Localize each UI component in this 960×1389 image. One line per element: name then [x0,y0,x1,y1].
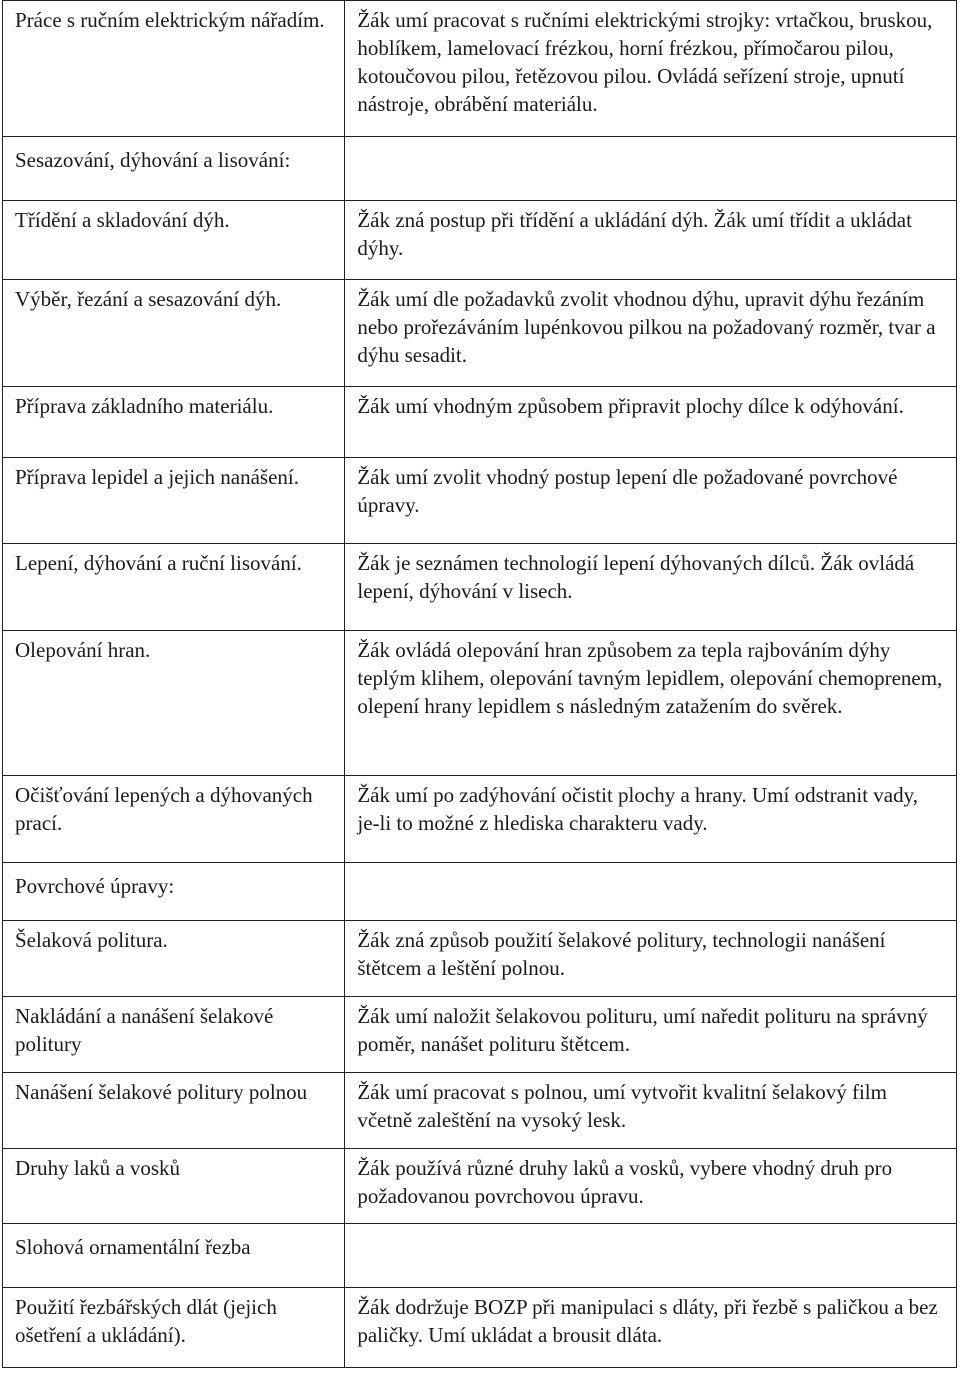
outcome-cell [345,1288,957,1368]
topic-text: Lepení, dýhování a ruční lisování. [15,551,302,575]
outcome-text: Žák umí pracovat s ručními elektrickými strojky: vrtačkou, bruskou, hoblíkem, lamelovací frézkou, horní frézkou, přímočarou pilou, kotoučovou pilou, řetězovou pilou. Ovládá seřízení stroje, upnutí nástroje, obrábění materiálu. [357,8,938,116]
outcome-text: Žák zná způsob použití šelakové politury, technologii nanášení štětcem a leštění polnou. [357,928,891,980]
section-heading-cell [3,137,345,201]
section-row [3,1224,957,1288]
topic-text: Výběr, řezání a sesazování dýh. [15,287,282,311]
table-row [3,1073,957,1149]
outcome-cell [345,280,957,387]
topic-cell [3,387,345,458]
outcome-cell [345,1149,957,1224]
topic-text: Práce s ručním elektrickým nářadím. [15,8,325,32]
outcome-cell [345,387,957,458]
topic-cell [3,921,345,997]
table-row [3,280,957,387]
topic-cell [3,1073,345,1149]
outcome-text: Žák umí po zadýhování očistit plochy a hrany. Umí odstranit vady, je-li to možné z hlediska charakteru vady. [357,783,924,835]
outcome-cell [345,1,957,137]
outcome-cell [345,776,957,863]
topic-text: Olepování hran. [15,638,151,662]
section-heading: Sesazování, dýhování a lisování: [15,148,291,172]
topic-cell [3,280,345,387]
section-heading: Povrchové úpravy: [15,874,175,898]
topic-text: Třídění a skladování dýh. [15,208,230,232]
topic-cell [3,1149,345,1224]
outcome-text: Žák používá různé druhy laků a vosků, vybere vhodný druh pro požadovanou povrchovou úpravu. [357,1156,898,1208]
table-row [3,997,957,1073]
topic-text: Nanášení šelakové politury polnou [15,1080,308,1104]
topic-text: Příprava základního materiálu. [15,394,274,418]
outcome-text: Žák dodržuje BOZP při manipulaci s dláty, při řezbě s paličkou a bez paličky. Umí ukládat a brousit dláta. [357,1295,944,1347]
outcome-text: Žák umí dle požadavků zvolit vhodnou dýhu, upravit dýhu řezáním nebo prořezáváním lupénkovou pilkou na požadovaný rozměr, tvar a dýhu sesadit. [357,287,941,367]
table-row [3,1149,957,1224]
outcome-cell [345,458,957,544]
section-row [3,863,957,921]
outcome-cell [345,1224,957,1288]
table-row [3,458,957,544]
topic-text: Použití řezbářských dlát (jejich ošetření a ukládání). [15,1295,283,1347]
outcome-text: Žák umí pracovat s polnou, umí vytvořit kvalitní šelakový film včetně zaleštění na vysoký lesk. [357,1080,893,1132]
outcome-cell [345,137,957,201]
table-row [3,544,957,631]
table-row [3,1288,957,1368]
outcome-cell [345,863,957,921]
section-heading-cell [3,863,345,921]
outcome-text: Žák zná postup při třídění a ukládání dýh. Žák umí třídit a ukládat dýhy. [357,208,918,260]
section-heading-cell [3,1224,345,1288]
topic-cell [3,997,345,1073]
section-row [3,137,957,201]
outcome-text: Žák umí naložit šelakovou polituru, umí naředit polituru na správný poměr, nanášet polituru štětcem. [357,1004,933,1056]
topic-cell [3,1288,345,1368]
outcome-cell [345,921,957,997]
outcome-text: Žák ovládá olepování hran způsobem za tepla rajbováním dýhy teplým klihem, olepování tavným lepidlem, olepování chemoprenem, olepení hrany lepidlem s následným zatažením do svěrek. [357,638,948,718]
topic-text: Příprava lepidel a jejich nanášení. [15,465,299,489]
outcome-text: Žák umí zvolit vhodný postup lepení dle požadované povrchové úpravy. [357,465,903,517]
curriculum-table [2,0,957,1368]
outcome-cell [345,201,957,280]
topic-cell [3,631,345,776]
topic-cell [3,1,345,137]
table-row [3,387,957,458]
table-row [3,631,957,776]
outcome-cell [345,631,957,776]
topic-cell [3,201,345,280]
table-row [3,201,957,280]
section-heading: Slohová ornamentální řezba [15,1235,251,1259]
topic-cell [3,458,345,544]
topic-text: Šelaková politura. [15,928,168,952]
topic-text: Nakládání a nanášení šelakové politury [15,1004,279,1056]
topic-text: Druhy laků a vosků [15,1156,181,1180]
outcome-cell [345,544,957,631]
topic-text: Očišťování lepených a dýhovaných prací. [15,783,318,835]
table-row [3,776,957,863]
topic-cell [3,776,345,863]
table-row [3,1,957,137]
outcome-cell [345,997,957,1073]
table-row [3,921,957,997]
outcome-text: Žák je seznámen technologií lepení dýhovaných dílců. Žák ovládá lepení, dýhování v lisech. [357,551,920,603]
outcome-text: Žák umí vhodným způsobem připravit plochy dílce k odýhování. [357,394,904,418]
outcome-cell [345,1073,957,1149]
topic-cell [3,544,345,631]
